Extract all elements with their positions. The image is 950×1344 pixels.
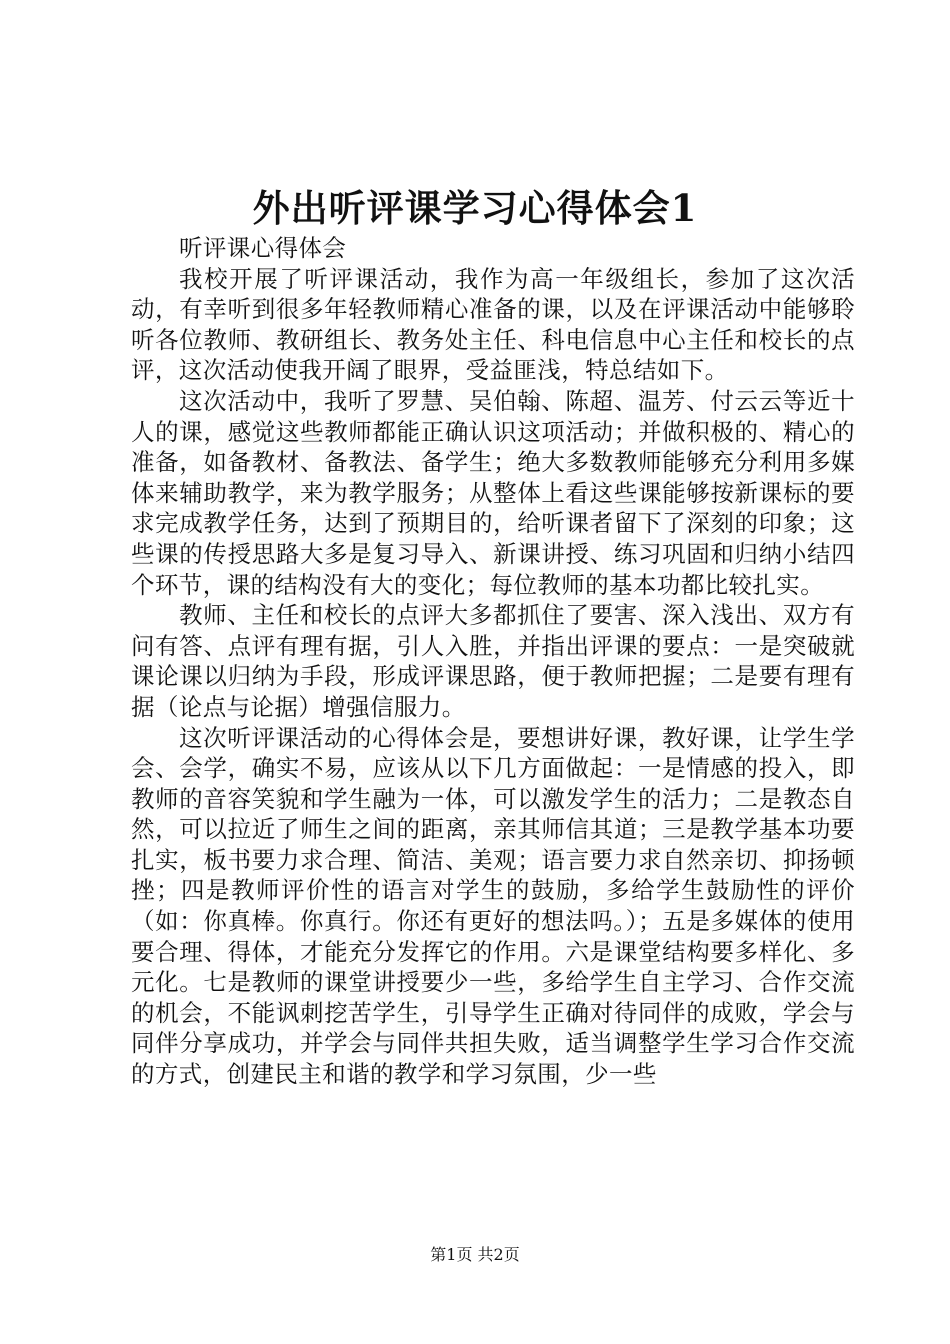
- paragraph-2: 这次活动中，我听了罗慧、吴伯翰、陈超、温芳、付云云等近十人的课，感觉这些教师都能正确认识这项活动；并做积极的、精心的准备，如备教材、备教法、备学生；绝大多数教师能够充分利用多媒体来辅助教学，来为教学服务；从整体上看这些课能够按新课标的要求完成教学任务，达到了预期目的，给听课者留下了深刻的印象；这些课的传授思路大多是复习导入、新课讲授、练习巩固和归纳小结四个环节，课的结构没有大的变化；每位教师的基本功都比较扎实。: [131, 386, 855, 599]
- paragraph-1: 我校开展了听评课活动，我作为高一年级组长，参加了这次活动，有幸听到很多年轻教师精心准备的课，以及在评课活动中能够聆听各位教师、教研组长、教务处主任、科电信息中心主任和校长的点评，这次活动使我开阔了眼界，受益匪浅，特总结如下。: [131, 264, 855, 385]
- section-subheading: 听评课心得体会: [179, 234, 347, 262]
- document-body: [131, 233, 855, 1090]
- paragraph-3: 教师、主任和校长的点评大多都抓住了要害、深入浅出、双方有问有答、点评有理有据，引人入胜，并指出评课的要点：一是突破就课论课以归纳为手段，形成评课思路，便于教师把握；二是要有理有据（论点与论据）增强信服力。: [131, 601, 855, 721]
- page-number-footer: 第1页 共2页: [430, 1245, 520, 1264]
- paragraph-4: 这次听评课活动的心得体会是，要想讲好课，教好课，让学生学会、会学，确实不易，应该从以下几方面做起：一是情感的投入，即教师的音容笑貌和学生融为一体，可以激发学生的活力；二是教态自然，可以拉近了师生之间的距离，亲其师信其道；三是教学基本功要扎实，板书要力求合理、简洁、美观；语言要力求自然亲切、抑扬顿挫；四是教师评价性的语言对学生的鼓励，多给学生鼓励性的评价（如：你真棒。你真行。你还有更好的想法吗。）；五是多媒体的使用要合理、得体，才能充分发挥它的作用。六是课堂结构要多样化、多元化。七是教师的课堂讲授要少一些，多给学生自主学习、合作交流的机会，不能讽刺挖苦学生，引导学生正确对待同伴的成败，学会与同伴分享成功，并学会与同伴共担失败，适当调整学生学习合作交流的方式，创建民主和谐的教学和学习氛围，少一些: [131, 723, 855, 1089]
- document-title: 外出听评课学习心得体会1: [252, 186, 698, 230]
